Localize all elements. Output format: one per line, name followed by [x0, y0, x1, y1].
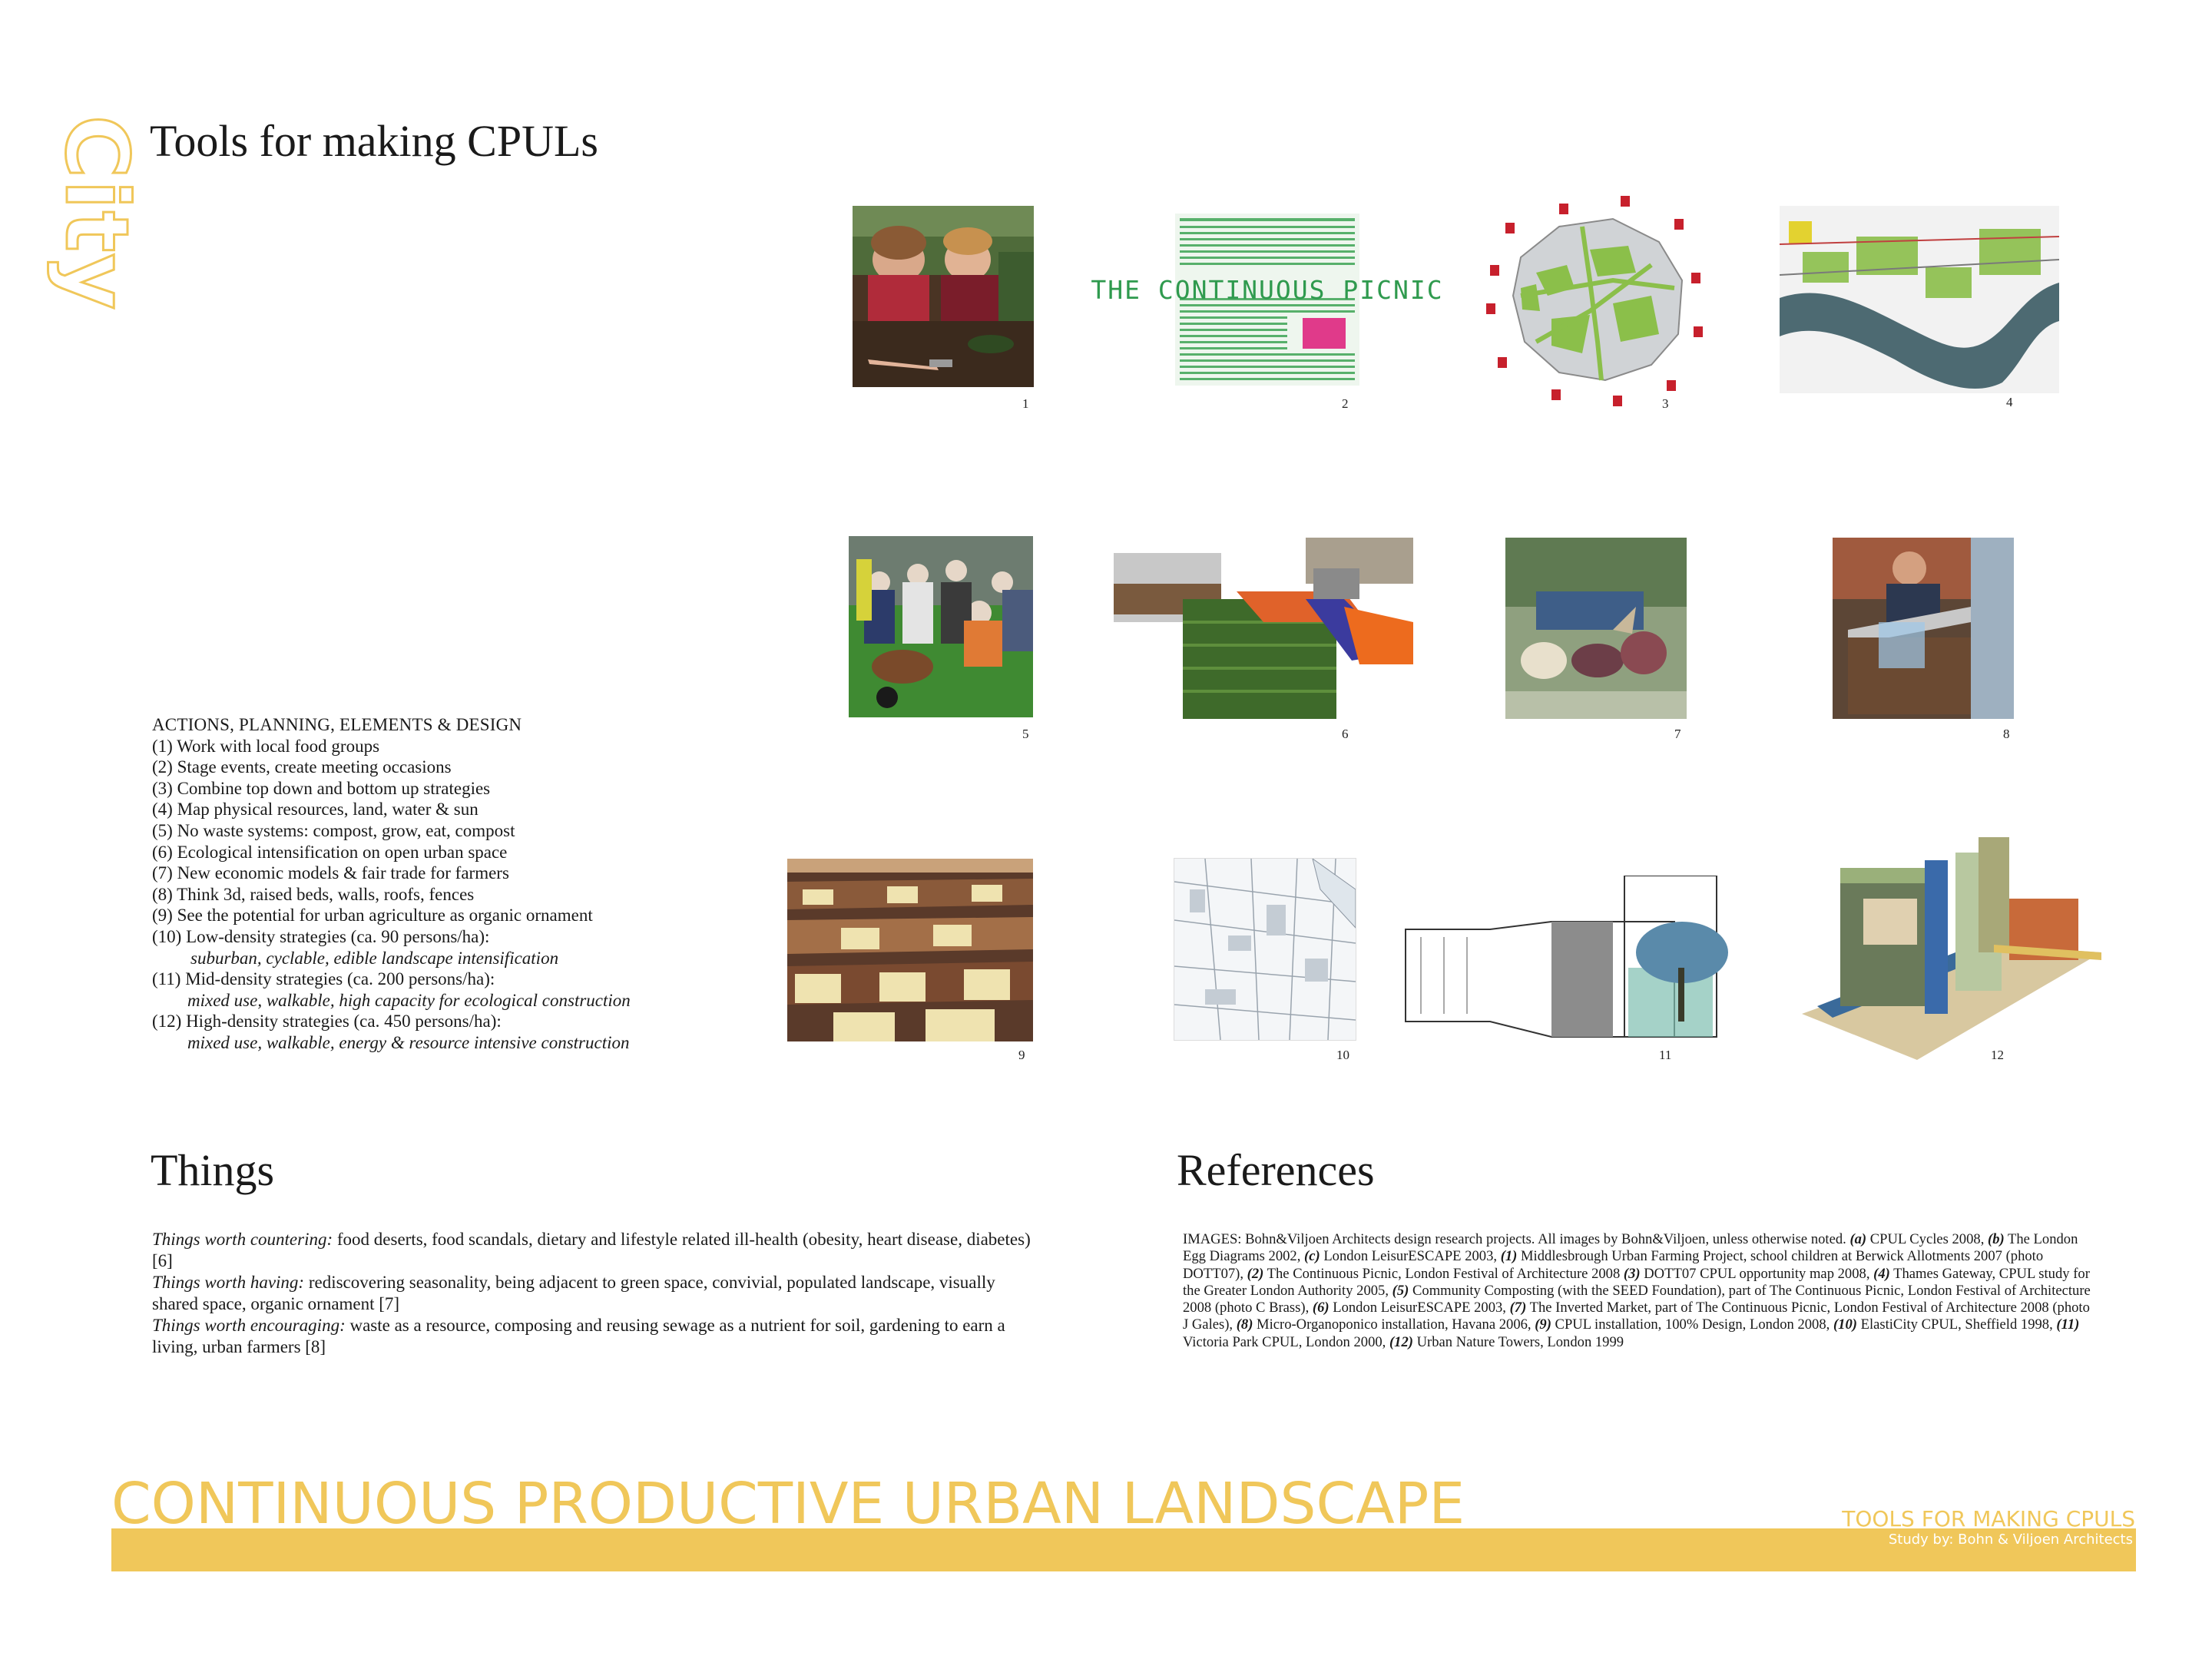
action-item: (4) Map physical resources, land, water & sun: [152, 800, 478, 820]
ref-text: Victoria Park CPUL, London 2000,: [1183, 1333, 1389, 1350]
ref-key: (1): [1500, 1248, 1518, 1265]
image-5-caption: 5: [1022, 727, 1029, 741]
action-item: (11) Mid-density strategies (ca. 200 persons/ha):: [152, 969, 495, 989]
ref-key: (7): [1509, 1300, 1527, 1316]
ref-key: (c): [1304, 1248, 1320, 1265]
image-9-caption: 9: [1018, 1048, 1025, 1062]
things-paragraph: [152, 1229, 1035, 1272]
image-7-caption: 7: [1674, 727, 1681, 741]
ref-key: (3): [1623, 1265, 1641, 1282]
action-item: (9) See the potential for urban agriculture as organic ornament: [152, 906, 593, 926]
actions-list: [152, 714, 782, 1054]
ref-key: (8): [1236, 1316, 1253, 1333]
things-text: waste as a resource, composing and reusing sewage as a nutrient for soil, gardening to earn a living, urban farmers [8]: [152, 1316, 1005, 1356]
action-subitem: suburban, cyclable, edible landscape intensification: [190, 948, 559, 968]
poster-heading: THE CONTINUOUS PICNIC: [1091, 275, 1444, 305]
ref-text: ElastiCity CPUL, Sheffield 1998,: [1856, 1316, 2057, 1333]
image-10-caption: 10: [1336, 1048, 1349, 1062]
footer-subtitle: TOOLS FOR MAKING CPULS: [1842, 1506, 2135, 1532]
ref-key: (6): [1312, 1300, 1330, 1316]
ref-text: Micro-Organoponico installation, Havana 2006,: [1253, 1316, 1535, 1333]
image-3-caption: 3: [1662, 396, 1669, 411]
action-item: (3) Combine top down and bottom up strategies: [152, 778, 491, 798]
image-4-thames-gateway-map: [1780, 206, 2059, 393]
references-heading: References: [1177, 1145, 1375, 1195]
ref-text: The London Egg Diagrams 2002,: [1183, 1231, 2078, 1265]
action-item: (2) Stage events, create meeting occasions: [152, 757, 452, 777]
things-text: rediscovering seasonality, being adjacent to green space, convivial, populated landscape, visually shared space, organic ornament [7]: [152, 1273, 995, 1313]
ref-text: Middlesbrough Urban Farming Project, school children at Berwick Allotments 2007 (photo DOTT07),: [1183, 1248, 2044, 1282]
action-item: (6) Ecological intensification on open urban space: [152, 842, 508, 862]
things-paragraph: [152, 1315, 1035, 1358]
image-8-caption: 8: [2003, 727, 2010, 741]
image-11-section-sketch: [1398, 876, 1767, 1052]
side-label-city: City: [46, 115, 146, 312]
ref-key: (9): [1535, 1316, 1551, 1333]
ref-key: (12): [1389, 1333, 1413, 1350]
image-9-seed-trays: [787, 859, 1033, 1041]
references-body: [1183, 1231, 2097, 1351]
action-item: (8) Think 3d, raised beds, walls, roofs, fences: [152, 884, 475, 904]
ref-key: (5): [1392, 1282, 1409, 1299]
things-text: food deserts, food scandals, dietary and lifestyle related ill-health (obesity, heart disease, diabetes) [6]: [152, 1230, 1031, 1270]
things-heading: Things: [151, 1145, 275, 1195]
things-label: Things worth having:: [152, 1273, 305, 1292]
ref-key: (2): [1247, 1265, 1264, 1282]
image-12-building-model: [1802, 837, 2101, 1060]
things-paragraph: [152, 1272, 1035, 1315]
footer-title: CONTINUOUS PRODUCTIVE URBAN LANDSCAPE: [111, 1471, 1465, 1537]
ref-text: DOTT07 CPUL opportunity map 2008,: [1640, 1265, 1874, 1282]
image-10-city-plan: [1174, 858, 1356, 1041]
footer-credit: Study by: Bohn & Viljoen Architects: [1888, 1532, 2133, 1548]
ref-key: (a): [1849, 1231, 1867, 1247]
ref-text: London LeisurESCAPE 2003,: [1320, 1248, 1501, 1265]
image-1-children-planting: [853, 206, 1034, 387]
references-intro: IMAGES: Bohn&Viljoen Architects design research projects. All images by Bohn&Viljoen, unless otherwise noted.: [1183, 1231, 1850, 1247]
image-7-market-vegetables: [1505, 538, 1687, 719]
image-4-caption: 4: [2006, 395, 2013, 409]
ref-text: The Inverted Market, part of The Continuous Picnic, London Festival of Architecture 2008 (photo J Gales),: [1183, 1300, 2090, 1333]
ref-text: London LeisurESCAPE 2003,: [1329, 1300, 1510, 1316]
ref-text: Urban Nature Towers, London 1999: [1412, 1333, 1624, 1350]
image-11-caption: 11: [1659, 1048, 1672, 1062]
ref-key: (b): [1988, 1231, 2005, 1247]
ref-key: (4): [1873, 1265, 1890, 1282]
action-item: (10) Low-density strategies (ca. 90 persons/ha):: [152, 926, 490, 946]
ref-text: Community Composting (with the SEED Foundation), part of The Continuous Picnic, London Festival of Architecture 2008 (photo C Brass),: [1183, 1282, 2091, 1316]
action-item: (1) Work with local food groups: [152, 736, 380, 756]
things-body: [152, 1229, 1035, 1358]
image-8-raised-bed-gardener: [1833, 538, 2014, 719]
page-title: Tools for making CPULs: [150, 116, 598, 166]
ref-key: (11): [2056, 1316, 2080, 1333]
image-5-community-composting: [849, 536, 1033, 717]
image-6-urban-field-collage: [1114, 538, 1413, 719]
action-subitem: mixed use, walkable, energy & resource intensive construction: [187, 1032, 630, 1052]
image-1-caption: 1: [1022, 396, 1029, 411]
image-3-opportunity-map: [1475, 188, 1713, 419]
ref-text: CPUL installation, 100% Design, London 2008,: [1551, 1316, 1833, 1333]
actions-heading: ACTIONS, PLANNING, ELEMENTS & DESIGN: [152, 715, 522, 734]
action-item: (12) High-density strategies (ca. 450 persons/ha):: [152, 1012, 502, 1031]
ref-key: (10): [1833, 1316, 1857, 1333]
things-label: Things worth countering:: [152, 1230, 333, 1249]
action-item: (5) No waste systems: compost, grow, eat, compost: [152, 820, 515, 840]
ref-text: CPUL Cycles 2008,: [1866, 1231, 1988, 1247]
ref-text: The Continuous Picnic, London Festival of Architecture 2008: [1263, 1265, 1624, 1282]
image-6-caption: 6: [1342, 727, 1349, 741]
ref-text: Thames Gateway, CPUL study for the Greater London Authority 2005,: [1183, 1265, 2090, 1299]
image-2-caption: 2: [1342, 396, 1349, 411]
things-label: Things worth encouraging:: [152, 1316, 346, 1335]
image-12-caption: 12: [1991, 1048, 2004, 1062]
action-item: (7) New economic models & fair trade for farmers: [152, 863, 509, 883]
action-subitem: mixed use, walkable, high capacity for ecological construction: [187, 990, 631, 1010]
